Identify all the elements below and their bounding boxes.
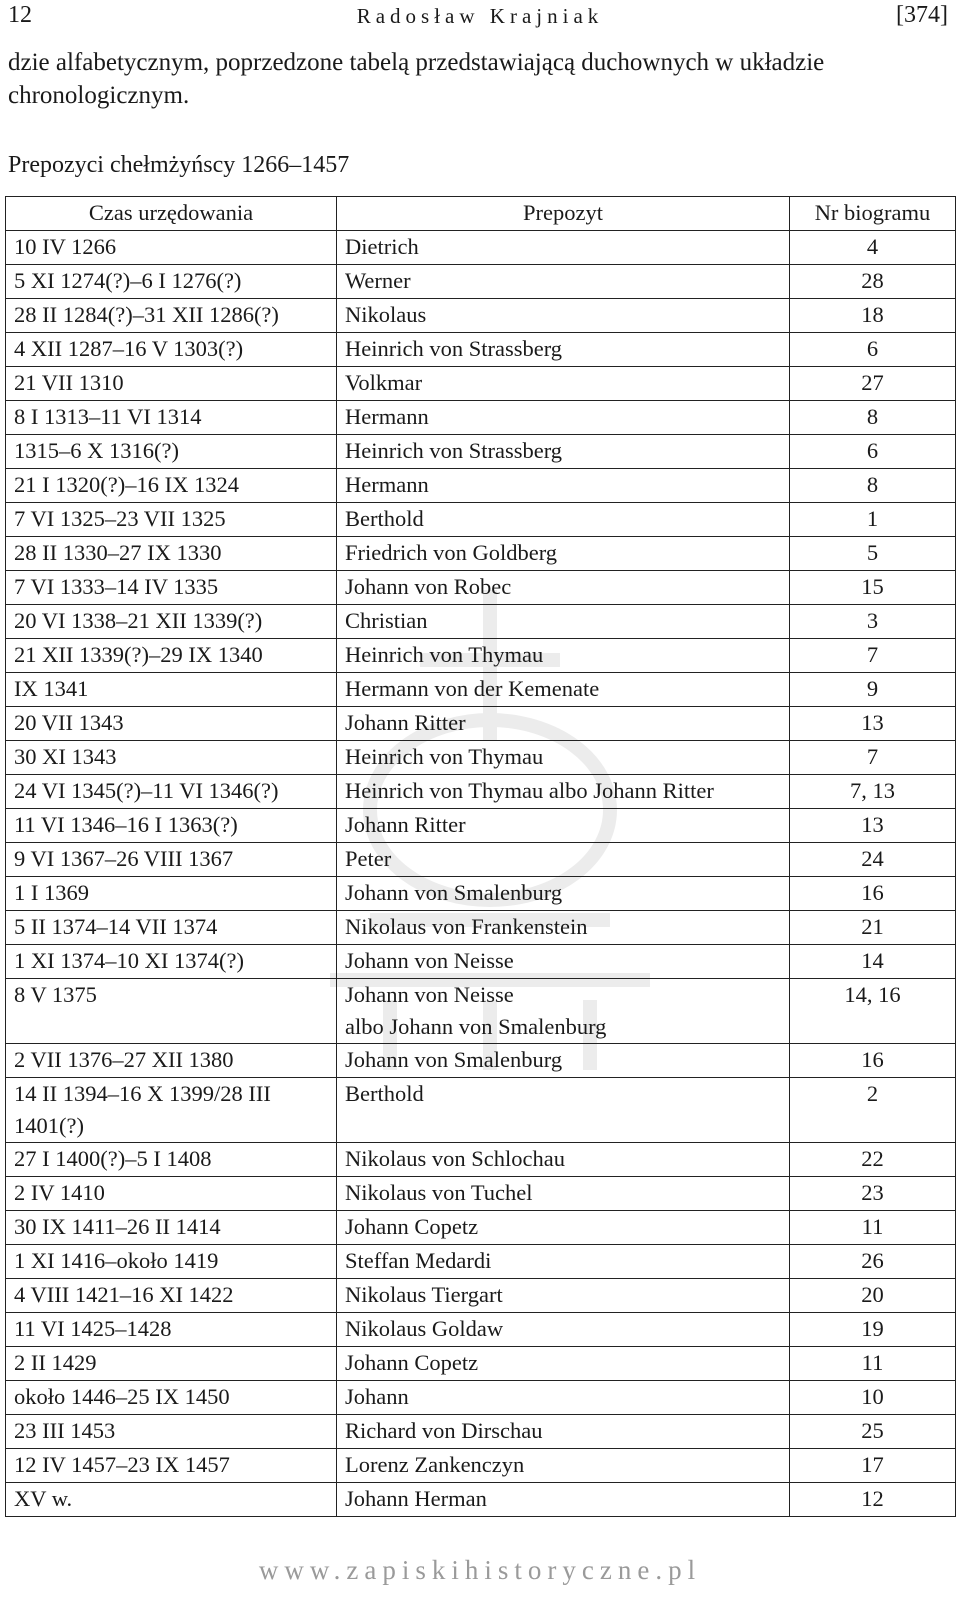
cell-line: 14 II 1394–16 X 1399/28 III	[14, 1081, 271, 1106]
column-header-biogram-number: Nr biogramu	[790, 197, 956, 231]
cell-provost: Heinrich von Thymau	[337, 639, 790, 673]
table-row	[6, 945, 956, 979]
table-row	[6, 775, 956, 809]
cell-tenure: 1 I 1369	[6, 877, 337, 911]
cell-provost	[337, 979, 790, 1044]
cell-tenure: 4 VIII 1421–16 XI 1422	[6, 1279, 337, 1313]
cell-biogram-number: 17	[790, 1449, 956, 1483]
cell-line: 1401(?)	[14, 1113, 84, 1138]
cell-tenure: około 1446–25 IX 1450	[6, 1381, 337, 1415]
table-row	[6, 877, 956, 911]
cell-provost: Berthold	[337, 1078, 790, 1143]
cell-biogram-number: 12	[790, 1483, 956, 1517]
cell-provost: Hermann	[337, 469, 790, 503]
cell-provost: Peter	[337, 843, 790, 877]
cell-biogram-number: 26	[790, 1245, 956, 1279]
table-row	[6, 1313, 956, 1347]
cell-tenure: 4 XII 1287–16 V 1303(?)	[6, 333, 337, 367]
table-row	[6, 537, 956, 571]
cell-biogram-number: 5	[790, 537, 956, 571]
cell-tenure: 21 XII 1339(?)–29 IX 1340	[6, 639, 337, 673]
cell-provost: Richard von Dirschau	[337, 1415, 790, 1449]
table-row	[6, 1279, 956, 1313]
table-body	[6, 231, 956, 1517]
cell-biogram-number: 16	[790, 877, 956, 911]
table-row	[6, 605, 956, 639]
cell-tenure: 5 II 1374–14 VII 1374	[6, 911, 337, 945]
column-header-provost: Prepozyt	[337, 197, 790, 231]
table-row	[6, 571, 956, 605]
cell-line: albo Johann von Smalenburg	[345, 1014, 607, 1039]
cell-tenure	[6, 1078, 337, 1143]
cell-provost: Heinrich von Strassberg	[337, 333, 790, 367]
cell-provost: Steffan Medardi	[337, 1245, 790, 1279]
cell-provost: Johann Ritter	[337, 809, 790, 843]
cell-tenure: 10 IV 1266	[6, 231, 337, 265]
cell-provost: Heinrich von Thymau albo Johann Ritter	[337, 775, 790, 809]
cell-biogram-number: 1	[790, 503, 956, 537]
cell-provost: Johann Copetz	[337, 1211, 790, 1245]
cell-tenure: 28 II 1284(?)–31 XII 1286(?)	[6, 299, 337, 333]
cell-tenure: 8 V 1375	[6, 979, 337, 1044]
table-header-row	[6, 197, 956, 231]
cell-provost: Johann von Robec	[337, 571, 790, 605]
cell-biogram-number: 6	[790, 333, 956, 367]
cell-tenure: 1 XI 1416–około 1419	[6, 1245, 337, 1279]
cell-tenure: 21 I 1320(?)–16 IX 1324	[6, 469, 337, 503]
cell-provost: Johann von Smalenburg	[337, 1044, 790, 1078]
cell-line: Johann von Neisse	[345, 982, 514, 1007]
cell-biogram-number: 2	[790, 1078, 956, 1143]
table-row	[6, 707, 956, 741]
cell-tenure: 9 VI 1367–26 VIII 1367	[6, 843, 337, 877]
cell-biogram-number: 15	[790, 571, 956, 605]
footer-website: www.zapiskihistoryczne.pl	[258, 1555, 702, 1585]
intro-paragraph: dzie alfabetycznym, poprzedzone tabelą przedstawiającą duchownych w układzie chronologicznym.	[8, 49, 825, 109]
cell-biogram-number: 19	[790, 1313, 956, 1347]
cell-tenure: 21 VII 1310	[6, 367, 337, 401]
cell-tenure: 1 XI 1374–10 XI 1374(?)	[6, 945, 337, 979]
table-row	[6, 673, 956, 707]
cell-biogram-number: 20	[790, 1279, 956, 1313]
cell-provost: Friedrich von Goldberg	[337, 537, 790, 571]
cell-provost: Nikolaus von Tuchel	[337, 1177, 790, 1211]
cell-biogram-number: 27	[790, 367, 956, 401]
table-row	[6, 367, 956, 401]
cell-tenure: 28 II 1330–27 IX 1330	[6, 537, 337, 571]
table-row	[6, 1044, 956, 1078]
table-row	[6, 1177, 956, 1211]
cell-biogram-number: 7, 13	[790, 775, 956, 809]
cell-biogram-number: 10	[790, 1381, 956, 1415]
cell-provost: Johann	[337, 1381, 790, 1415]
cell-biogram-number: 16	[790, 1044, 956, 1078]
cell-biogram-number: 13	[790, 707, 956, 741]
cell-provost: Nikolaus von Frankenstein	[337, 911, 790, 945]
table-row	[6, 843, 956, 877]
cell-biogram-number: 28	[790, 265, 956, 299]
table-row	[6, 1381, 956, 1415]
cell-tenure: XV w.	[6, 1483, 337, 1517]
table-row	[6, 333, 956, 367]
table-row	[6, 809, 956, 843]
cell-biogram-number: 11	[790, 1347, 956, 1381]
cell-biogram-number: 7	[790, 741, 956, 775]
cell-provost: Johann Copetz	[337, 1347, 790, 1381]
table-title: Prepozyci chełmżyńscy 1266–1457	[8, 152, 350, 178]
cell-tenure: 2 IV 1410	[6, 1177, 337, 1211]
cell-tenure: 11 VI 1425–1428	[6, 1313, 337, 1347]
page-header	[0, 0, 960, 34]
cell-tenure: 27 I 1400(?)–5 I 1408	[6, 1143, 337, 1177]
cell-biogram-number: 21	[790, 911, 956, 945]
cell-provost: Nikolaus von Schlochau	[337, 1143, 790, 1177]
table-row	[6, 979, 956, 1044]
cell-provost: Johann von Neisse	[337, 945, 790, 979]
cell-tenure: 2 II 1429	[6, 1347, 337, 1381]
cell-provost: Hermann	[337, 401, 790, 435]
cell-tenure: 20 VII 1343	[6, 707, 337, 741]
cell-provost: Nikolaus	[337, 299, 790, 333]
table-row	[6, 1483, 956, 1517]
table-row	[6, 231, 956, 265]
cell-provost: Heinrich von Strassberg	[337, 435, 790, 469]
cell-provost: Johann von Smalenburg	[337, 877, 790, 911]
cell-provost: Werner	[337, 265, 790, 299]
table-row	[6, 265, 956, 299]
cell-tenure: 7 VI 1333–14 IV 1335	[6, 571, 337, 605]
cell-biogram-number: 8	[790, 469, 956, 503]
priests-table	[5, 196, 956, 1517]
cell-biogram-number: 6	[790, 435, 956, 469]
cell-biogram-number: 4	[790, 231, 956, 265]
cell-biogram-number: 22	[790, 1143, 956, 1177]
cell-provost: Johann Herman	[337, 1483, 790, 1517]
running-head-author: Radosław Krajniak	[356, 4, 604, 28]
cell-tenure: 1315–6 X 1316(?)	[6, 435, 337, 469]
cell-biogram-number: 23	[790, 1177, 956, 1211]
cell-tenure: 7 VI 1325–23 VII 1325	[6, 503, 337, 537]
cell-provost: Lorenz Zankenczyn	[337, 1449, 790, 1483]
cell-tenure: 30 XI 1343	[6, 741, 337, 775]
table-row	[6, 741, 956, 775]
cell-provost: Hermann von der Kemenate	[337, 673, 790, 707]
cell-biogram-number: 13	[790, 809, 956, 843]
cell-tenure: 11 VI 1346–16 I 1363(?)	[6, 809, 337, 843]
cell-provost: Volkmar	[337, 367, 790, 401]
cell-biogram-number: 14	[790, 945, 956, 979]
cell-biogram-number: 24	[790, 843, 956, 877]
table-row	[6, 639, 956, 673]
cell-provost: Heinrich von Thymau	[337, 741, 790, 775]
cell-biogram-number: 9	[790, 673, 956, 707]
column-header-tenure: Czas urzędowania	[6, 197, 337, 231]
table-row	[6, 1211, 956, 1245]
cell-provost: Nikolaus Goldaw	[337, 1313, 790, 1347]
cell-biogram-number: 8	[790, 401, 956, 435]
cell-tenure: 5 XI 1274(?)–6 I 1276(?)	[6, 265, 337, 299]
table-row	[6, 1143, 956, 1177]
table-row	[6, 401, 956, 435]
table-row	[6, 1415, 956, 1449]
cell-tenure: 23 III 1453	[6, 1415, 337, 1449]
table-row	[6, 1347, 956, 1381]
cell-biogram-number: 18	[790, 299, 956, 333]
cell-tenure: 30 IX 1411–26 II 1414	[6, 1211, 337, 1245]
cell-provost: Dietrich	[337, 231, 790, 265]
table-row	[6, 1245, 956, 1279]
cell-tenure: 24 VI 1345(?)–11 VI 1346(?)	[6, 775, 337, 809]
cell-biogram-number: 3	[790, 605, 956, 639]
table-row	[6, 435, 956, 469]
cell-biogram-number: 7	[790, 639, 956, 673]
cell-biogram-number: 14, 16	[790, 979, 956, 1044]
cell-provost: Berthold	[337, 503, 790, 537]
table-row	[6, 503, 956, 537]
cell-provost: Nikolaus Tiergart	[337, 1279, 790, 1313]
cell-tenure: 2 VII 1376–27 XII 1380	[6, 1044, 337, 1078]
cell-provost: Johann Ritter	[337, 707, 790, 741]
table-row	[6, 469, 956, 503]
table-row	[6, 1078, 956, 1143]
page-code: [374]	[896, 2, 948, 28]
cell-provost: Christian	[337, 605, 790, 639]
cell-tenure: 20 VI 1338–21 XII 1339(?)	[6, 605, 337, 639]
cell-tenure: 8 I 1313–11 VI 1314	[6, 401, 337, 435]
cell-tenure: 12 IV 1457–23 IX 1457	[6, 1449, 337, 1483]
cell-tenure: IX 1341	[6, 673, 337, 707]
page-number: 12	[8, 2, 32, 28]
table-row	[6, 1449, 956, 1483]
table-row	[6, 911, 956, 945]
cell-biogram-number: 25	[790, 1415, 956, 1449]
table-row	[6, 299, 956, 333]
cell-biogram-number: 11	[790, 1211, 956, 1245]
